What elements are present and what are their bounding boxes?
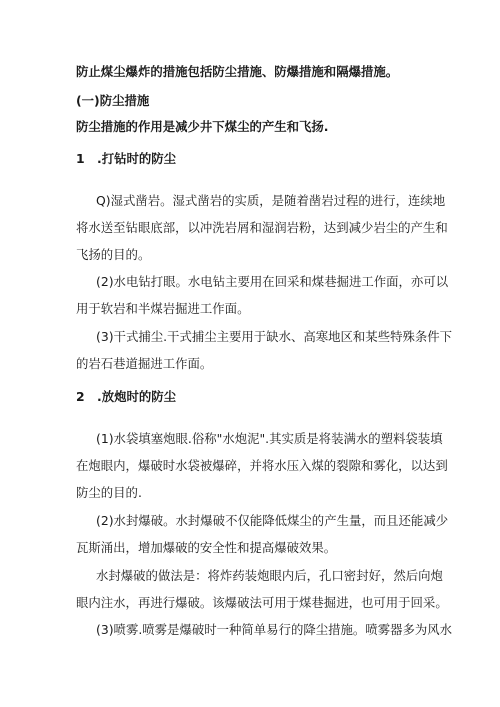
subsection-title-2: 2 .放炮时的防尘 xyxy=(76,389,177,404)
paragraph-line: Q)湿式凿岩。湿式凿岩的实质，是随着凿岩过程的进行，连续地 xyxy=(96,193,446,208)
intro-heading: 防止煤尘爆炸的措施包括防尘措施、防爆措施和隔爆措施。 xyxy=(76,64,399,79)
section-title: (一)防尘措施 xyxy=(76,93,150,108)
section-summary: 防尘措施的作用是减少井下煤尘的产生和飞扬. xyxy=(76,119,329,134)
paragraph-line: 的岩石巷道掘进工作面。 xyxy=(76,356,213,371)
paragraph-line: 用于软岩和半煤岩掘进工作面。 xyxy=(76,301,250,316)
paragraph-line: (2)水封爆破。水封爆破不仅能降低煤尘的产生量，而且还能减少 xyxy=(96,513,449,528)
paragraph-line: 瓦斯涌出，增加爆破的安全性和提高爆破效果。 xyxy=(76,540,337,555)
paragraph-line: (3)喷雾.喷雾是爆破时一种简单易行的降尘措施。喷雾器多为风水 xyxy=(96,622,453,637)
paragraph-line: 防尘的目的. xyxy=(76,485,142,500)
paragraph-line: 在炮眼内，爆破时水袋被爆碎，并将水压入煤的裂隙和雾化，以达到 xyxy=(76,458,448,473)
paragraph-line: 水封爆破的做法是：将炸药装炮眼内后，孔口密封好，然后向炮 xyxy=(96,568,443,583)
paragraph-line: (2)水电钻打眼。水电钻主要用在回采和煤巷掘进工作面，亦可以 xyxy=(96,274,449,289)
paragraph-line: 眼内注水，再进行爆破。该爆破法可用于煤巷掘进，也可用于回采。 xyxy=(76,595,448,610)
paragraph-line: 将水送至钻眼底部，以冲洗岩屑和湿润岩粉，达到减少岩尘的产生和 xyxy=(76,220,448,235)
paragraph-line: (1)水袋填塞炮眼.俗称"水炮泥".其实质是将装满水的塑料袋装填 xyxy=(96,431,443,446)
subsection-title-1: 1 .打钻时的防尘 xyxy=(76,151,177,166)
paragraph-line: (3)干式捕尘.干式捕尘主要用于缺水、高寒地区和某些特殊条件下 xyxy=(96,329,453,344)
paragraph-line: 飞扬的目的。 xyxy=(76,247,151,262)
